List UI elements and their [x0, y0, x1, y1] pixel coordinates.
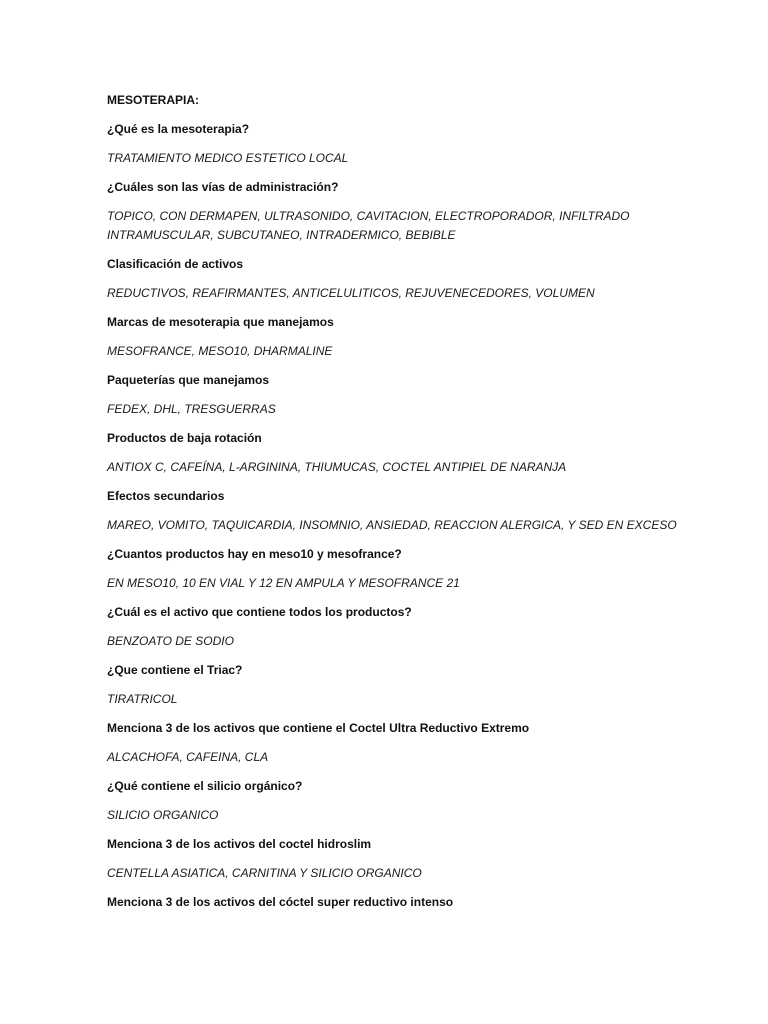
question-text: Clasificación de activos: [107, 257, 244, 271]
question-text: Efectos secundarios: [107, 489, 225, 503]
question-text: ¿Que contiene el Triac?: [107, 663, 243, 677]
answer-text: TOPICO, CON DERMAPEN, ULTRASONIDO, CAVITACION, ELECTROPORADOR, INFILTRADO INTRAMUSCULAR, SUBCUTANEO, INTRADERMICO, BEBIBLE: [107, 209, 630, 242]
question-text: Paqueterías que manejamos: [107, 373, 270, 387]
question-text: ¿Cuáles son las vías de administración?: [107, 180, 339, 194]
answer-text: SILICIO ORGANICO: [107, 808, 219, 822]
question-text: Menciona 3 de los activos del cóctel super reductivo intenso: [107, 895, 454, 909]
answer-text: ALCACHOFA, CAFEINA, CLA: [107, 750, 269, 764]
answer-text: REDUCTIVOS, REAFIRMANTES, ANTICELULITICOS, REJUVENECEDORES, VOLUMEN: [107, 286, 595, 300]
question-text: Menciona 3 de los activos del coctel hidroslim: [107, 837, 372, 851]
question-text: ¿Cuantos productos hay en meso10 y mesofrance?: [107, 547, 402, 561]
question-text: ¿Qué es la mesoterapia?: [107, 122, 250, 136]
answer-text: TRATAMIENTO MEDICO ESTETICO LOCAL: [107, 151, 349, 165]
answer-text: MESOFRANCE, MESO10, DHARMALINE: [107, 344, 333, 358]
answer-text: BENZOATO DE SODIO: [107, 634, 234, 648]
answer-text: FEDEX, DHL, TRESGUERRAS: [107, 402, 276, 416]
document-body: [107, 91, 707, 922]
answer-text: MAREO, VOMITO, TAQUICARDIA, INSOMNIO, ANSIEDAD, REACCION ALERGICA, Y SED EN EXCESO: [107, 518, 677, 532]
question-text: ¿Qué contiene el silicio orgánico?: [107, 779, 303, 793]
answer-text: CENTELLA ASIATICA, CARNITINA Y SILICIO ORGANICO: [107, 866, 422, 880]
document-title: MESOTERAPIA:: [107, 93, 200, 107]
question-text: Marcas de mesoterapia que manejamos: [107, 315, 334, 329]
answer-text: TIRATRICOL: [107, 692, 178, 706]
question-text: ¿Cuál es el activo que contiene todos los productos?: [107, 605, 412, 619]
question-text: Menciona 3 de los activos que contiene el Coctel Ultra Reductivo Extremo: [107, 721, 530, 735]
answer-text: EN MESO10, 10 EN VIAL Y 12 EN AMPULA Y MESOFRANCE 21: [107, 576, 460, 590]
answer-text: ANTIOX C, CAFEÍNA, L-ARGININA, THIUMUCAS, COCTEL ANTIPIEL DE NARANJA: [107, 460, 567, 474]
question-text: Productos de baja rotación: [107, 431, 262, 445]
